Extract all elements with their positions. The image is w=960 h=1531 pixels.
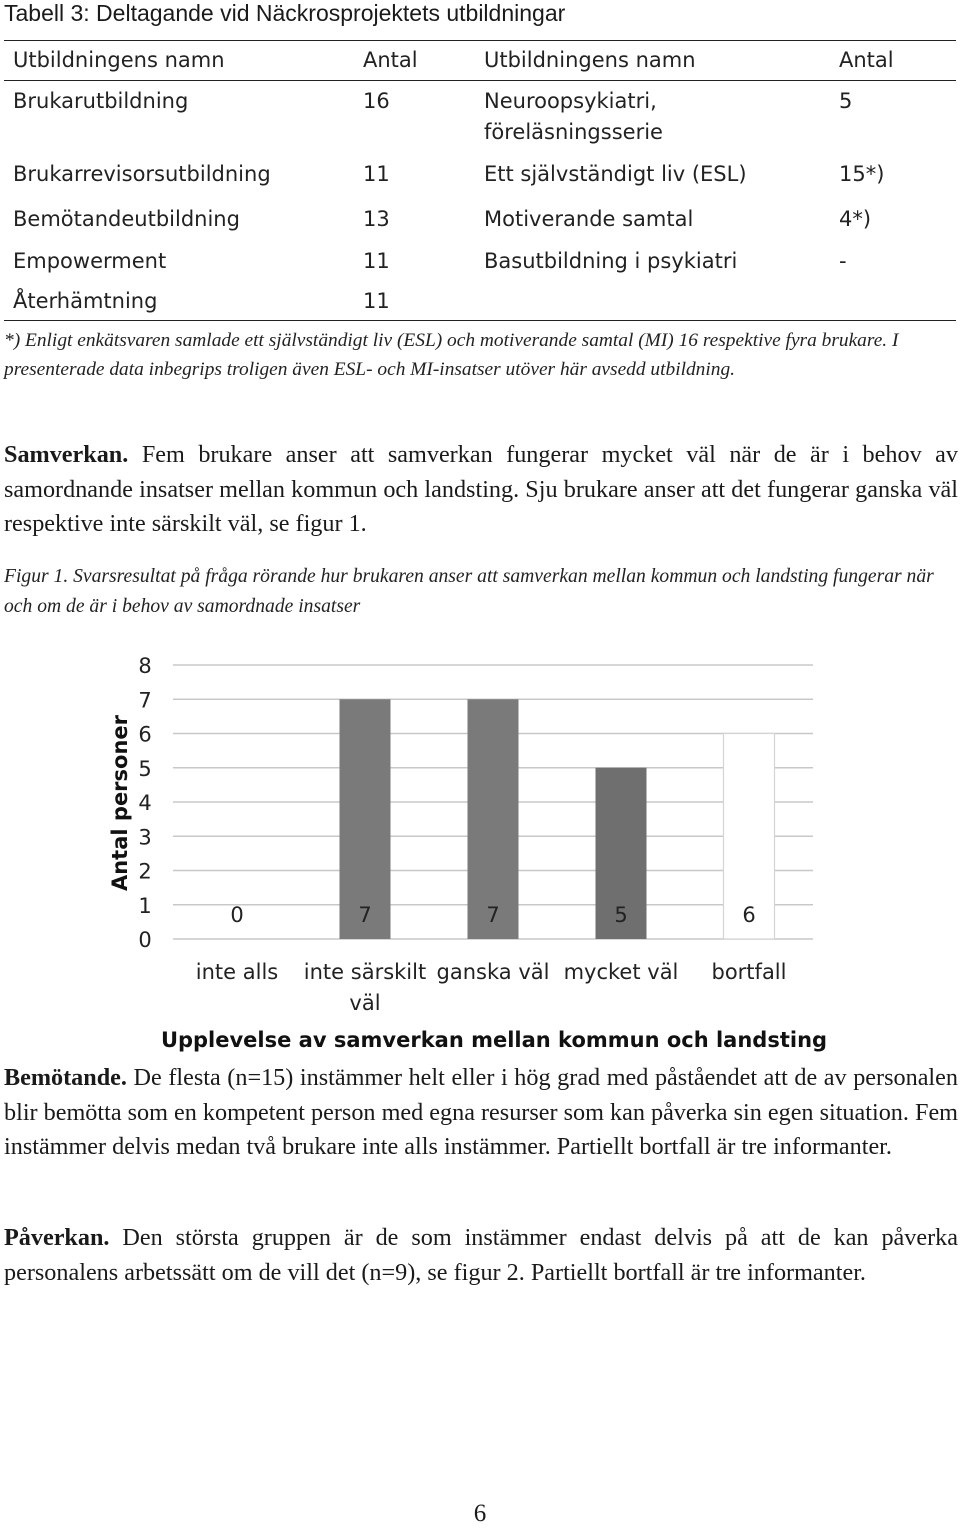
paverkan-text: Den största gruppen är de som instämmer endast delvis på att de kan påverka personalens arbetssätt om de vill det (n=9), se figur 2. Partiellt bortfall är tre informanter. bbox=[4, 1224, 958, 1286]
data-label: 0 bbox=[230, 903, 244, 927]
chart-x-labels bbox=[196, 960, 787, 1015]
x-tick-label: mycket väl bbox=[563, 960, 679, 984]
chart-x-axis-label: Upplevelse av samverkan mellan kommun och landsting bbox=[160, 1028, 828, 1052]
table-cell: Ett självständigt liv (ESL) bbox=[484, 162, 747, 186]
table-cell: 5 bbox=[839, 89, 853, 113]
bar-chart bbox=[0, 640, 960, 1060]
table-bottom-rule bbox=[4, 320, 956, 321]
table-cell: Basutbildning i psykiatri bbox=[484, 249, 738, 273]
x-tick-label: ganska väl bbox=[436, 960, 550, 984]
bemotande-paragraph bbox=[4, 1061, 958, 1165]
y-tick-label: 3 bbox=[138, 825, 152, 850]
paverkan-heading: Påverkan. bbox=[4, 1224, 110, 1251]
table-cell: 16 bbox=[363, 89, 390, 113]
y-tick-label: 2 bbox=[138, 859, 152, 884]
table-cell: Neuroopsykiatri, bbox=[484, 89, 657, 113]
table-cell: 11 bbox=[363, 162, 390, 186]
samverkan-text: Fem brukare anser att samverkan fungerar mycket väl när de är i behov av samordnande insatser mellan kommun och landsting. Sju brukare anser att det fungerar ganska väl respektive inte särskilt väl, se figur 1. bbox=[4, 441, 958, 538]
chart-y-axis-label: Antal personer bbox=[108, 714, 132, 892]
table-cell: 11 bbox=[363, 289, 390, 313]
samverkan-paragraph bbox=[4, 438, 958, 542]
data-label: 7 bbox=[358, 903, 372, 927]
samverkan-heading: Samverkan. bbox=[4, 441, 129, 468]
table-cell: 11 bbox=[363, 249, 390, 273]
table-header-rule bbox=[4, 80, 956, 81]
table-cell: Motiverande samtal bbox=[484, 207, 694, 231]
table-cell: Brukarutbildning bbox=[13, 89, 189, 113]
table-cell: - bbox=[839, 249, 847, 273]
header-count: Antal bbox=[363, 48, 418, 72]
table-cell: 4*) bbox=[839, 207, 872, 231]
figure-caption: Figur 1. Svarsresultat på fråga rörande hur brukaren anser att samverkan mellan kommun och landsting fungerar när och om de är i behov av samordnade insatser bbox=[4, 566, 934, 617]
table-cell: Bemötandeutbildning bbox=[13, 207, 240, 231]
header-count-2: Antal bbox=[839, 48, 894, 72]
x-tick-label: väl bbox=[349, 991, 381, 1015]
table-cell: 15*) bbox=[839, 162, 885, 186]
y-tick-label: 0 bbox=[138, 928, 152, 952]
table-top-rule bbox=[4, 40, 956, 41]
table-cell: Återhämtning bbox=[13, 289, 158, 313]
header-education-name: Utbildningens namn bbox=[13, 48, 225, 72]
chart-y-ticks bbox=[138, 654, 151, 952]
table-title: Tabell 3: Deltagande vid Näckrosprojektets utbildningar bbox=[4, 0, 566, 26]
y-tick-label: 1 bbox=[138, 893, 152, 918]
y-tick-label: 6 bbox=[138, 722, 152, 747]
table-cell: 13 bbox=[363, 207, 390, 231]
y-tick-label: 7 bbox=[138, 688, 152, 713]
x-tick-label: inte särskilt bbox=[303, 960, 427, 984]
table-cell: Brukarrevisorsutbildning bbox=[13, 162, 271, 186]
bemotande-text: De flesta (n=15) instämmer helt eller i hög grad med påståendet att de av personalen blir bemötta som en kompetent person med egna resurser som kan påverka sin egen situation. Fem instämmer delvis medan två brukare inte alls instämmer. Partiellt bortfall är tre informanter. bbox=[4, 1064, 958, 1161]
y-tick-label: 8 bbox=[138, 654, 152, 678]
table-cell: Empowerment bbox=[13, 249, 167, 273]
x-tick-label: bortfall bbox=[711, 960, 787, 984]
page-number: 6 bbox=[473, 1500, 487, 1527]
header-education-name-2: Utbildningens namn bbox=[484, 48, 696, 72]
y-tick-label: 5 bbox=[138, 756, 152, 781]
data-label: 6 bbox=[742, 903, 756, 927]
bemotande-heading: Bemötande. bbox=[4, 1064, 127, 1091]
chart-bars bbox=[340, 699, 775, 939]
data-label: 5 bbox=[614, 903, 628, 927]
table-footnote: *) Enligt enkätsvaren samlade ett självständigt liv (ESL) och motiverande samtal (MI) 16 respektive fyra brukare. I presenterade data inbegrips troligen även ESL- och MI-insatser utöver här avsedd utbildning. bbox=[4, 330, 899, 380]
y-tick-label: 4 bbox=[138, 791, 152, 815]
data-label: 7 bbox=[486, 903, 500, 927]
chart-data-labels bbox=[230, 903, 755, 927]
table-cell-continuation: föreläsningsserie bbox=[484, 120, 663, 144]
paverkan-paragraph bbox=[4, 1221, 958, 1290]
x-tick-label: inte alls bbox=[195, 960, 279, 984]
